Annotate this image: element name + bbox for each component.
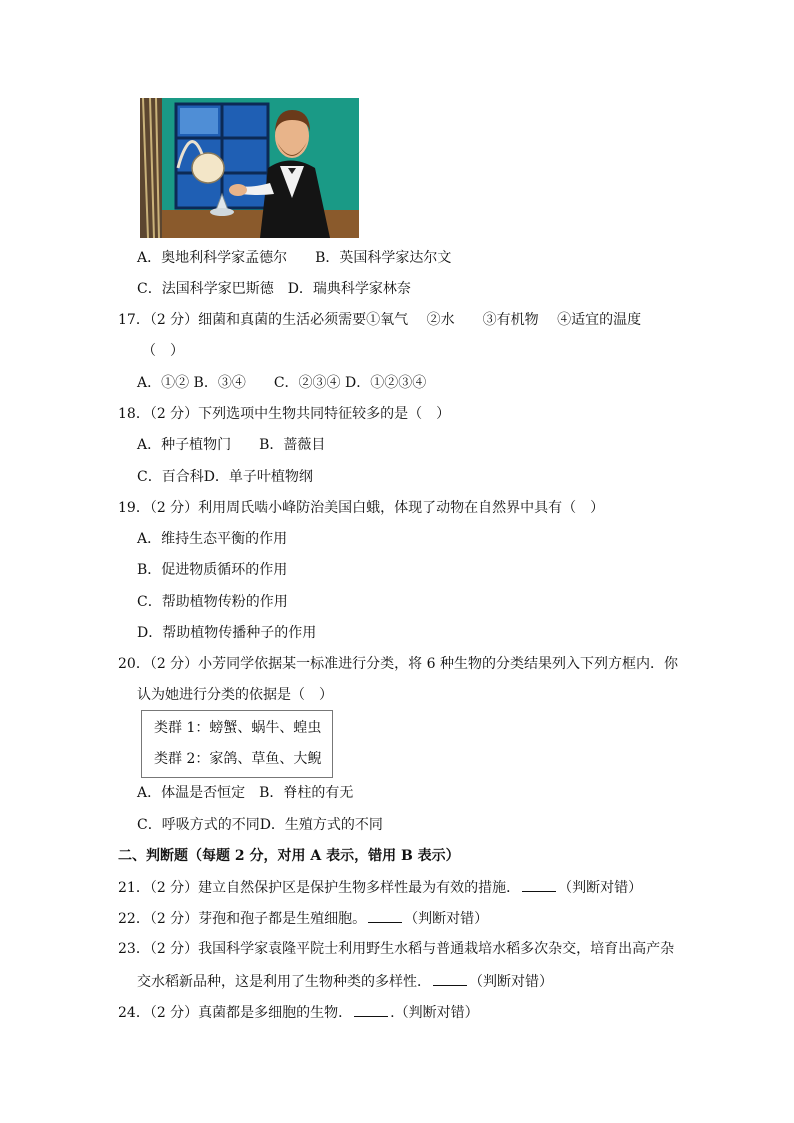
q21-line	[118, 877, 642, 898]
answer-blank[interactable]	[354, 1002, 388, 1017]
q23-line1: 23．（2 分）我国科学家袁隆平院士利用野生水稻与普通栽培水稻多次杂交，培育出高产杂	[118, 941, 675, 957]
q16-options-line1: A．奥地利科学家孟德尔 B．英国科学家达尔文	[137, 250, 452, 266]
q17-stem: 17．（2 分）细菌和真菌的生活必须需要①氧气 ②水 ③有机物 ④适宜的温度	[118, 312, 642, 328]
q19-option-c: C．帮助植物传粉的作用	[137, 594, 288, 610]
q20-options-line2: C．呼吸方式的不同D．生殖方式的不同	[137, 817, 383, 833]
q24-suffix: .（判断对错）	[390, 1005, 479, 1021]
q21-stem: 21．（2 分）建立自然保护区是保护生物多样性最为有效的措施．	[118, 880, 521, 896]
q20-stem-line2: 认为她进行分类的依据是（ ）	[137, 687, 333, 703]
q23-stem: 交水稻新品种，这是利用了生物种类的多样性．	[137, 974, 431, 990]
q19-option-a: A．维持生态平衡的作用	[137, 531, 288, 547]
q20-stem-line1: 20．（2 分）小芳同学依据某一标准进行分类，将 6 种生物的分类结果列入下列方框内．你	[118, 656, 678, 672]
q20-options-line1: A．体温是否恒定 B．脊柱的有无	[137, 785, 354, 801]
q24-stem: 24．（2 分）真菌都是多细胞的生物．	[118, 1005, 353, 1021]
q17-paren: （ ）	[142, 343, 184, 359]
q16-options-line2: C．法国科学家巴斯德 D．瑞典科学家林奈	[137, 281, 411, 297]
q21-suffix: （判断对错）	[558, 880, 643, 896]
q19-option-b: B．促进物质循环的作用	[137, 562, 288, 578]
q23-suffix: （判断对错）	[469, 974, 553, 990]
answer-blank[interactable]	[433, 971, 467, 986]
section-heading: 二、判断题（每题 2 分，对用 A 表示，错用 B 表示）	[118, 848, 460, 864]
answer-blank[interactable]	[368, 908, 402, 923]
scientist-illustration	[140, 98, 359, 238]
q24-line	[118, 1002, 479, 1023]
q22-suffix: （判断对错）	[404, 911, 489, 927]
q23-line2	[137, 971, 553, 992]
q18-stem: 18．（2 分）下列选项中生物共同特征较多的是（ ）	[118, 406, 451, 422]
classification-group-2: 类群 2：家鸽、草鱼、大鲵	[154, 751, 322, 767]
answer-blank[interactable]	[522, 877, 556, 892]
q18-options-line2: C．百合科D．单子叶植物纲	[137, 469, 313, 485]
q22-stem: 22．（2 分）芽孢和孢子都是生殖细胞。	[118, 911, 367, 927]
q18-options-line1: A．种子植物门 B．蔷薇目	[137, 437, 326, 453]
q19-option-d: D．帮助植物传播种子的作用	[137, 625, 317, 641]
q22-line	[118, 908, 488, 929]
q17-options: A．①② B．③④ C．②③④ D．①②③④	[137, 375, 427, 391]
q19-stem: 19．（2 分）利用周氏啮小峰防治美国白蛾，体现了动物在自然界中具有（ ）	[118, 500, 605, 516]
classification-group-1: 类群 1：螃蟹、蜗牛、蝗虫	[154, 720, 322, 736]
